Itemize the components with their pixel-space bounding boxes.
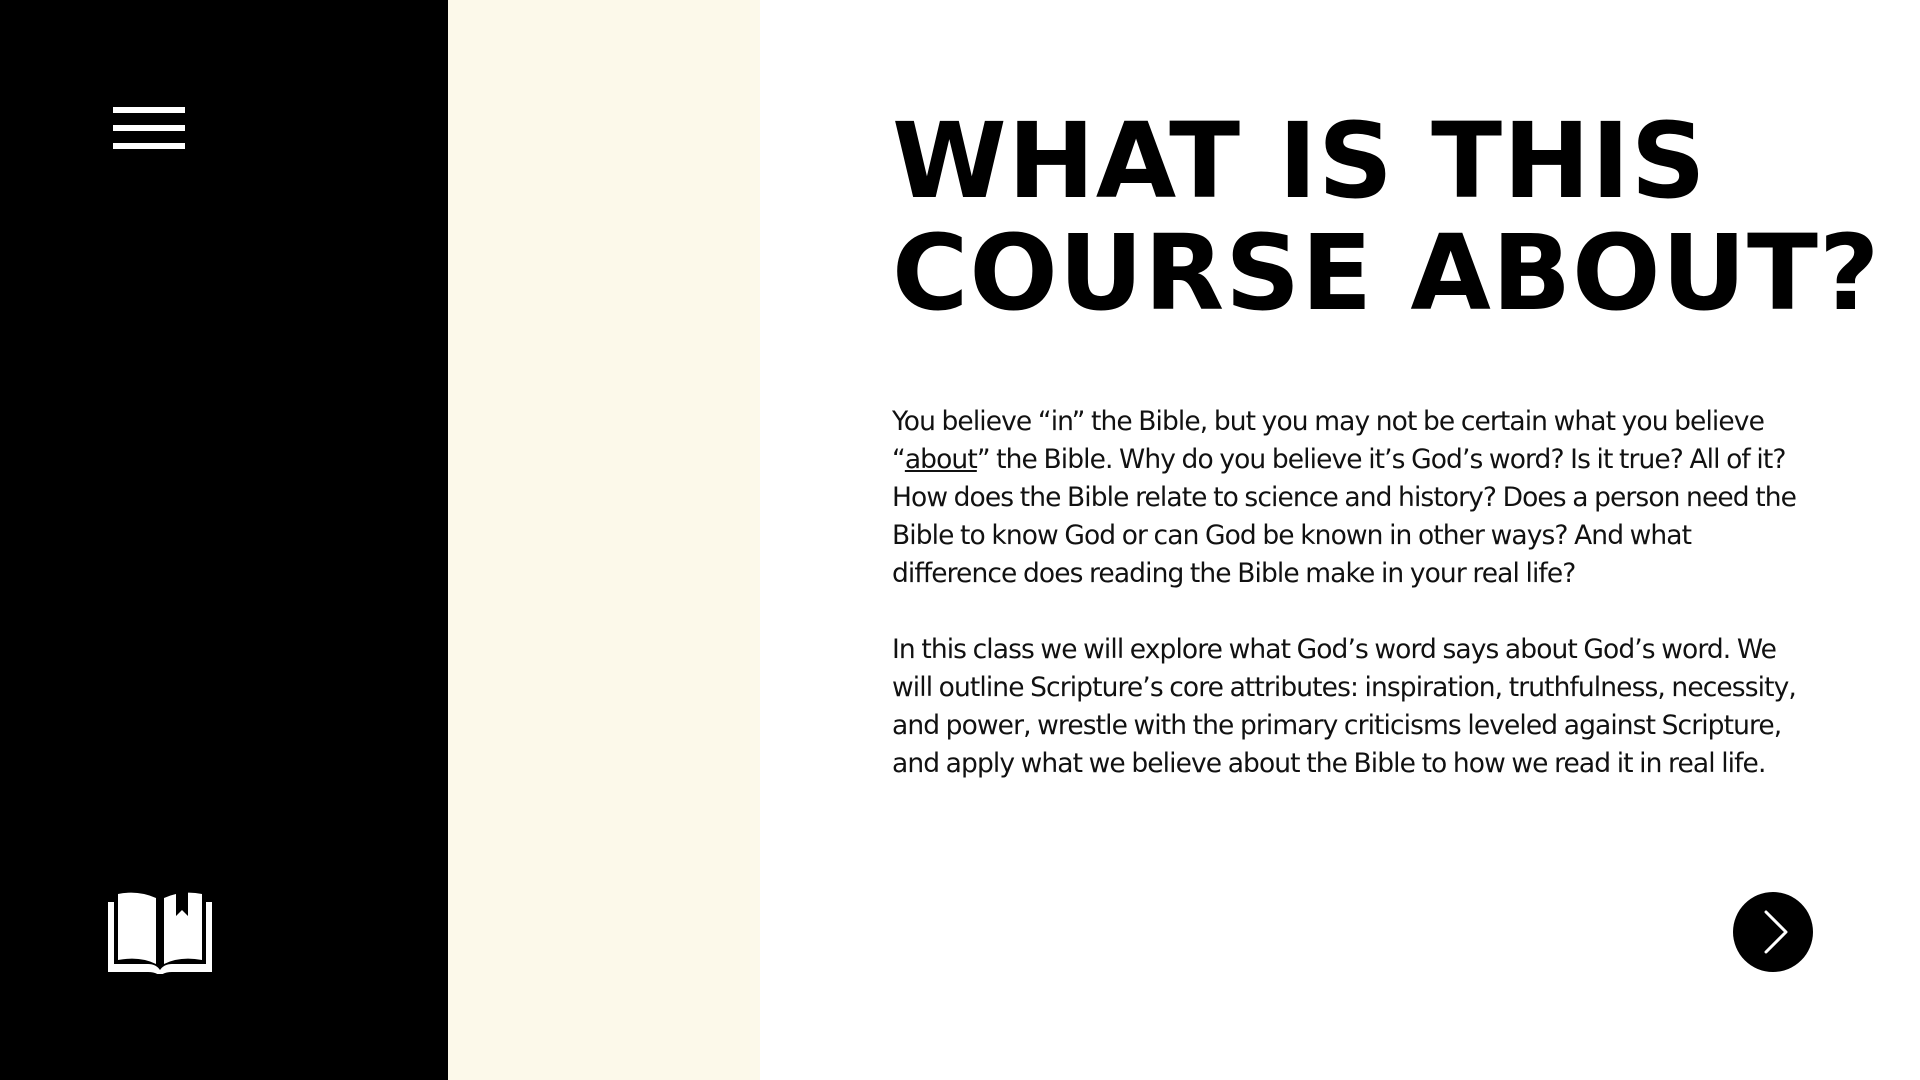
title-line-2: COURSE ABOUT?	[892, 212, 1881, 334]
title-line-1: WHAT IS THIS	[892, 100, 1707, 222]
intro-text-start: You believe “in” the Bible, but you may not be certain what you believe “	[892, 406, 1764, 475]
intro-text-end: ” the Bible. Why do you believe it’s God’s word? Is it true? All of it? How does the Bible relate to science and history? Does a person need the Bible to know God or can God be known in other ways? And what difference does reading the Bible make in your real life?	[892, 444, 1796, 589]
open-book-icon	[106, 890, 214, 974]
course-book-button[interactable]	[106, 890, 214, 974]
accent-band	[448, 0, 760, 1080]
next-slide-button[interactable]	[1733, 892, 1813, 972]
hamburger-menu-icon	[110, 105, 186, 157]
menu-button[interactable]	[110, 105, 186, 157]
class-description-paragraph: In this class we will explore what God’s word says about God’s word. We will outline Scripture’s core attributes: inspiration, truthfulness, necessity, and power, wrestle with the primary criticisms leveled against Scripture, and apply what we believe about the Bible to how we read it in real life.	[892, 634, 1796, 779]
intro-paragraph	[892, 403, 1822, 593]
sidebar	[0, 0, 448, 1080]
slide-content	[892, 100, 1881, 783]
about-link[interactable]: about	[904, 444, 977, 475]
chevron-right-icon	[1733, 892, 1813, 972]
page-title	[892, 100, 1881, 334]
